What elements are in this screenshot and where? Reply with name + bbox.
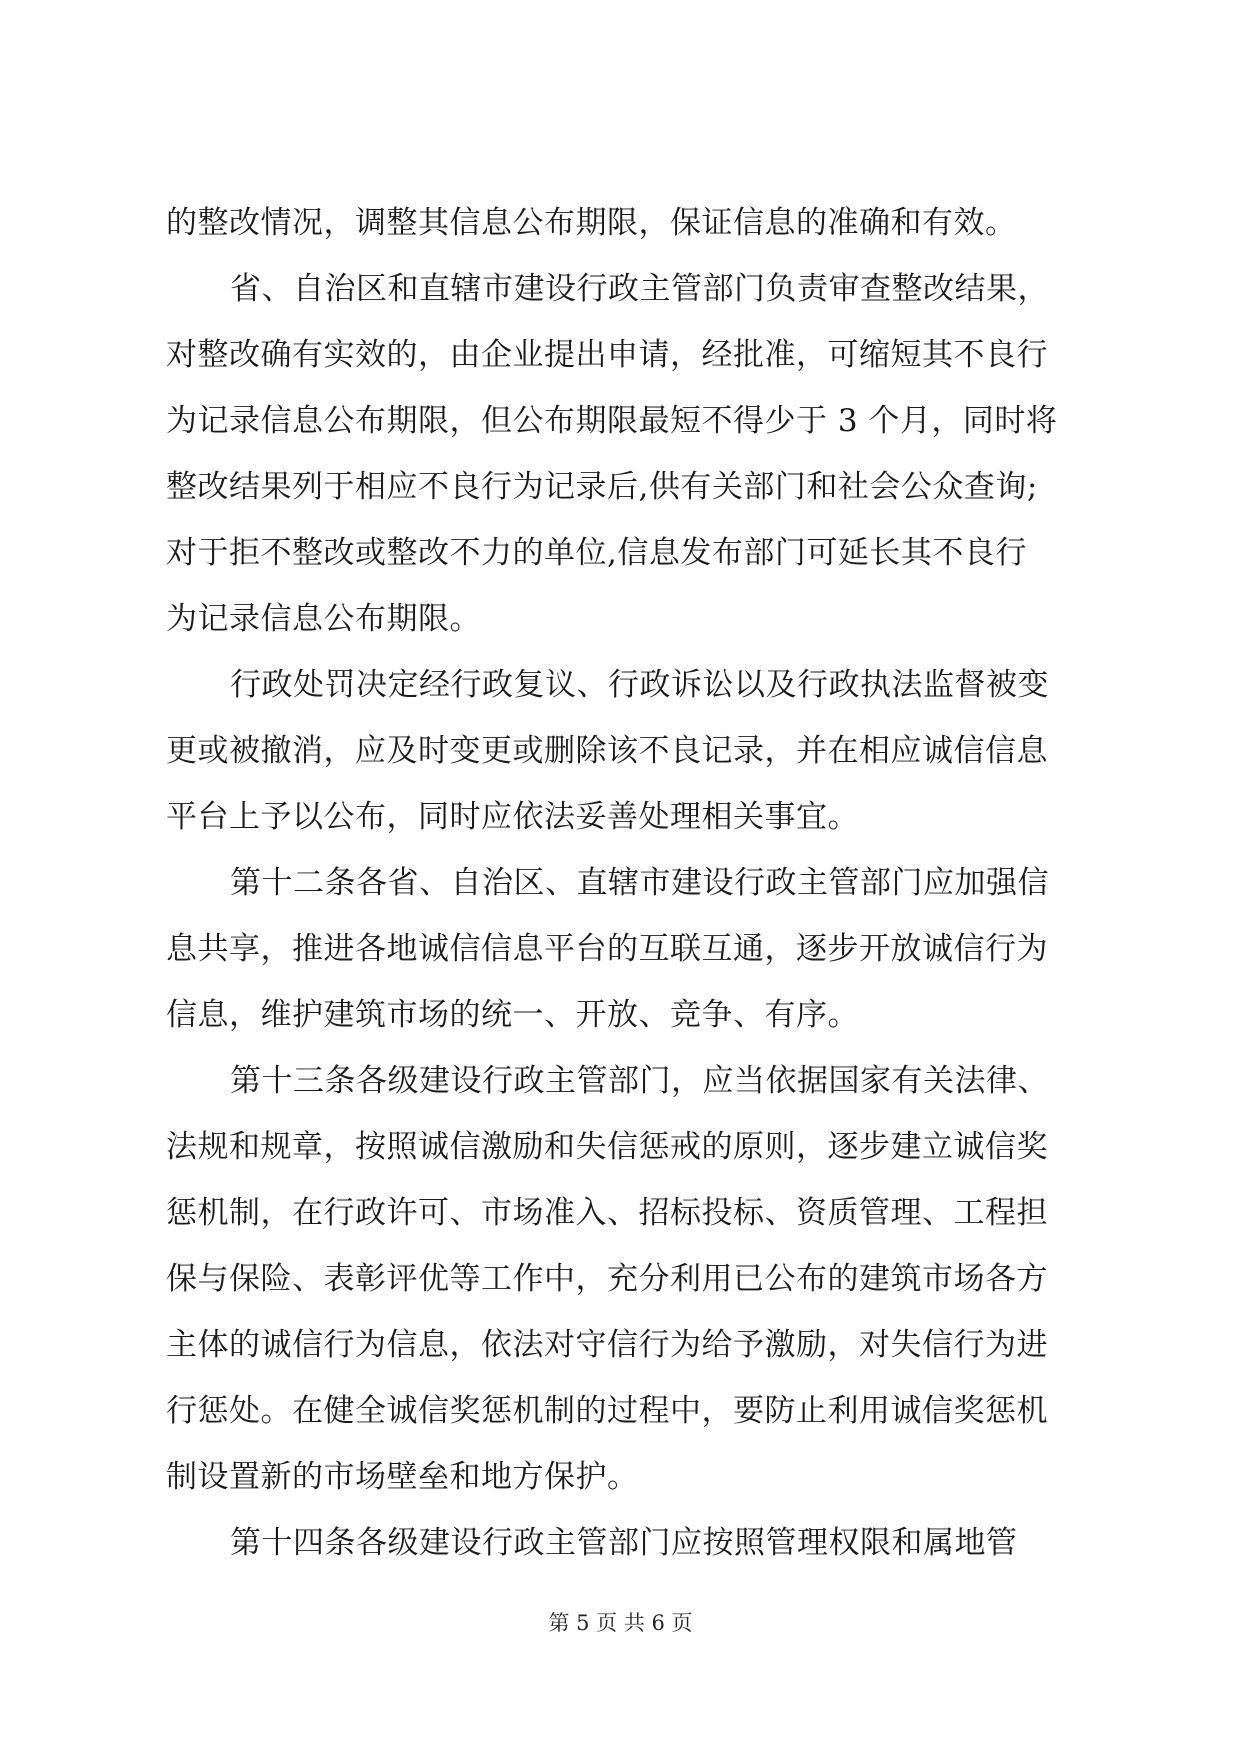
text-line: 的整改情况，调整其信息公布期限，保证信息的准确和有效。 [166, 205, 1017, 241]
text-line: 对于拒不整改或整改不力的单位,信息发布部门可延长其不良行 [166, 535, 1027, 571]
text-line: 保与保险、表彰评优等工作中，充分利用已公布的建筑市场各方 [166, 1261, 1048, 1297]
document-body [166, 190, 1084, 1576]
text-line: 更或被撤消，应及时变更或删除该不良记录，并在相应诚信信息 [166, 733, 1048, 769]
text-line: 行惩处。在健全诚信奖惩机制的过程中，要防止利用诚信奖惩机 [166, 1393, 1048, 1429]
text-line: 对整改确有实效的，由企业提出申请，经批准，可缩短其不良行 [166, 337, 1048, 373]
text-line: 整改结果列于相应不良行为记录后,供有关部门和社会公众查询; [166, 469, 1038, 505]
text-line: 行政处罚决定经行政复议、行政诉讼以及行政执法监督被变 [230, 667, 1049, 703]
text-line: 信息，维护建筑市场的统一、开放、竞争、有序。 [166, 997, 859, 1033]
text-line: 为记录信息公布期限，但公布期限最短不得少于 3 个月，同时将 [166, 403, 1058, 439]
text-line: 第十二条各省、自治区、直辖市建设行政主管部门应加强信 [230, 865, 1049, 901]
text-line: 法规和规章，按照诚信激励和失信惩戒的原则，逐步建立诚信奖 [166, 1129, 1048, 1165]
text-line: 为记录信息公布期限。 [166, 601, 481, 637]
text-line: 第十三条各级建设行政主管部门，应当依据国家有关法律、 [230, 1063, 1049, 1099]
text-line: 省、自治区和直辖市建设行政主管部门负责审查整改结果， [230, 271, 1049, 307]
text-line: 惩机制，在行政许可、市场准入、招标投标、资质管理、工程担 [166, 1195, 1048, 1231]
page-footer: 第 5 页 共 6 页 [548, 1611, 693, 1635]
text-line: 第十四条各级建设行政主管部门应按照管理权限和属地管 [230, 1525, 1018, 1561]
text-line: 平台上予以公布，同时应依法妥善处理相关事宜。 [166, 799, 859, 835]
text-line: 主体的诚信行为信息，依法对守信行为给予激励，对失信行为进 [166, 1327, 1048, 1363]
text-line: 制设置新的市场壁垒和地方保护。 [166, 1459, 639, 1495]
text-line: 息共享，推进各地诚信信息平台的互联互通，逐步开放诚信行为 [166, 931, 1048, 967]
